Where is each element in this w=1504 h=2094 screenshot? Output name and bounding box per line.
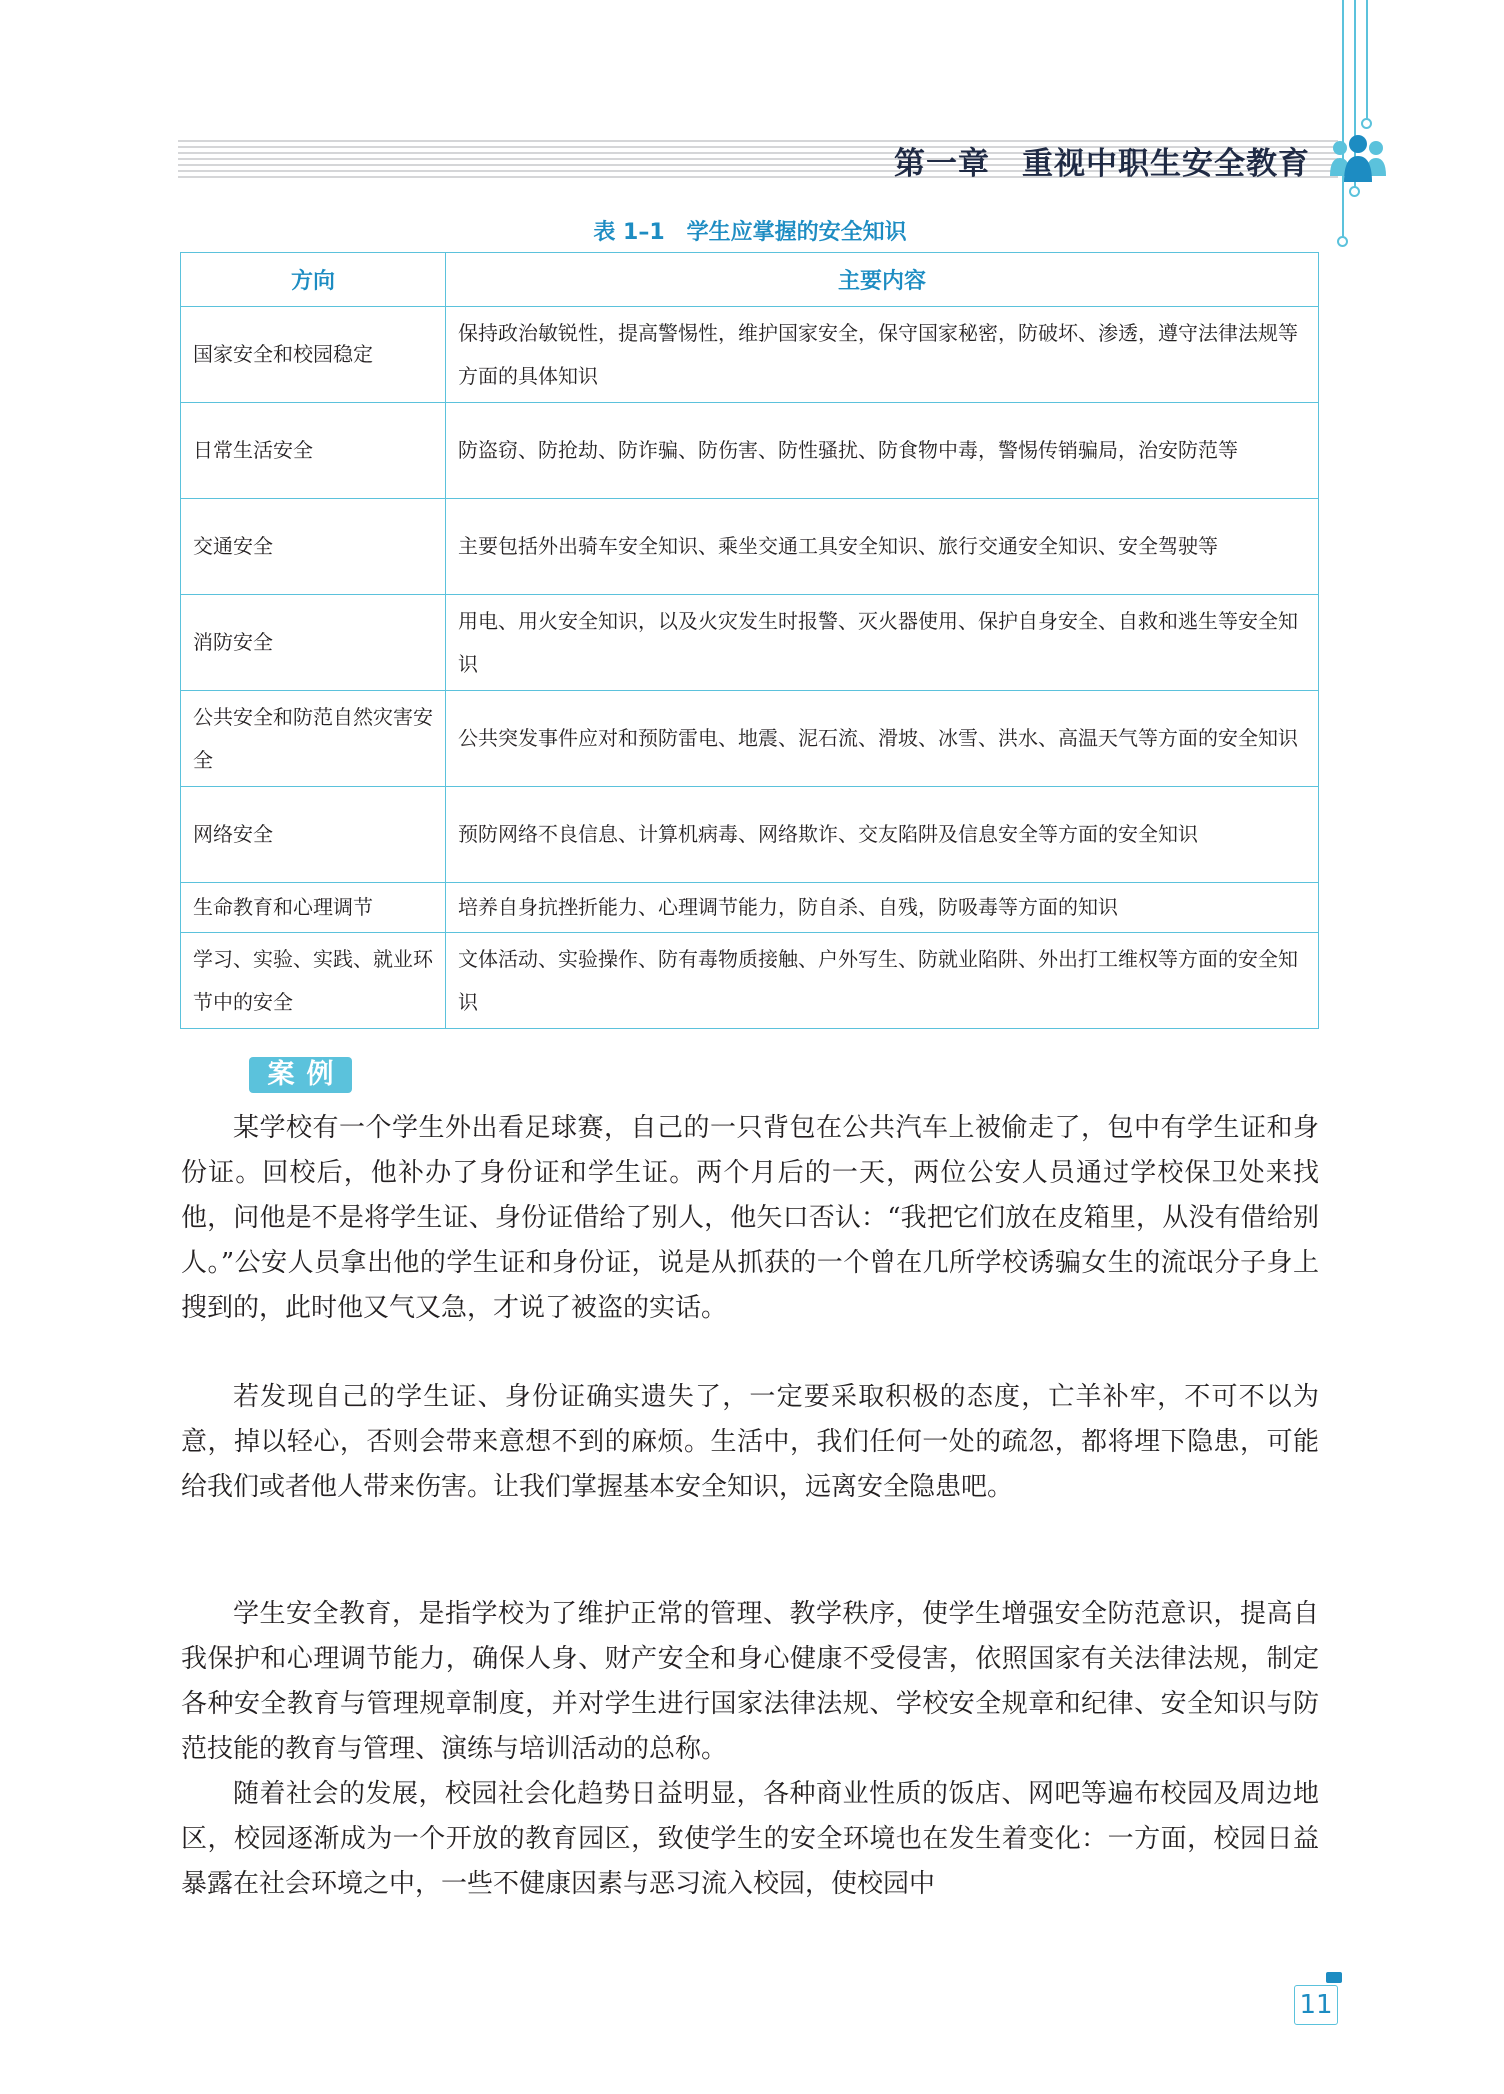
header-dot — [1349, 186, 1360, 197]
case-paragraph: 某学校有一个学生外出看足球赛，自己的一只背包在公共汽车上被偷走了，包中有学生证和身份证。回校后，他补办了身份证和学生证。两个月后的一天，两位公安人员通过学校保卫处来找他，问他是不是将学生证、身份证借给了别人，他矢口否认：“我把它们放在皮箱里，从没有借给别人。”公安人员拿出他的学生证和身份证，说是从抓获的一个曾在几所学校诱骗女生的流氓分子身上搜到的，此时他又气又急，才说了被盗的实话。 — [181, 1113, 1319, 1323]
table-row — [181, 595, 1319, 691]
table-caption: 表 1–1 学生应掌握的安全知识 — [593, 220, 907, 245]
direction-cell: 消防安全 — [181, 595, 446, 691]
direction-cell: 公共安全和防范自然灾害安全 — [181, 691, 446, 787]
header-vline — [1342, 0, 1344, 240]
table-row — [181, 883, 1319, 933]
table-row — [181, 787, 1319, 883]
content-cell: 文体活动、实验操作、防有毒物质接触、户外写生、防就业陷阱、外出打工维权等方面的安全知识 — [446, 933, 1319, 1029]
body-paragraph: 随着社会的发展，校园社会化趋势日益明显，各种商业性质的饭店、网吧等遍布校园及周边地区，校园逐渐成为一个开放的教育园区，致使学生的安全环境也在发生着变化：一方面，校园日益暴露在社会环境之中，一些不健康因素与恶习流入校园，使校园中 — [181, 1779, 1319, 1899]
header-vline — [1366, 0, 1368, 122]
direction-cell: 交通安全 — [181, 499, 446, 595]
table-row — [181, 499, 1319, 595]
header-dot — [1361, 118, 1372, 129]
table-row — [181, 691, 1319, 787]
content-cell: 主要包括外出骑车安全知识、乘坐交通工具安全知识、旅行交通安全知识、安全驾驶等 — [446, 499, 1319, 595]
body-paragraph: 学生安全教育，是指学校为了维护正常的管理、教学秩序，使学生增强安全防范意识，提高自我保护和心理调节能力，确保人身、财产安全和身心健康不受侵害，依照国家有关法律法规，制定各种安全教育与管理规章制度，并对学生进行国家法律法规、学校安全规章和纪律、安全知识与防范技能的教育与管理、演练与培训活动的总称。 — [181, 1599, 1319, 1764]
direction-cell: 网络安全 — [181, 787, 446, 883]
table-row — [181, 307, 1319, 403]
table-row — [181, 403, 1319, 499]
chapter-title: 第一章 重视中职生安全教育 — [894, 146, 1310, 182]
header-dot — [1337, 236, 1348, 247]
content-cell: 预防网络不良信息、计算机病毒、网络欺诈、交友陷阱及信息安全等方面的安全知识 — [446, 787, 1319, 883]
content-cell: 防盗窃、防抢劫、防诈骗、防伤害、防性骚扰、防食物中毒，警惕传销骗局，治安防范等 — [446, 403, 1319, 499]
direction-cell: 日常生活安全 — [181, 403, 446, 499]
table-header-row — [181, 253, 1319, 307]
content-cell: 公共突发事件应对和预防雷电、地震、泥石流、滑坡、冰雪、洪水、高温天气等方面的安全知识 — [446, 691, 1319, 787]
content-cell: 培养自身抗挫折能力、心理调节能力，防自杀、自残，防吸毒等方面的知识 — [446, 883, 1319, 933]
people-icon — [1328, 132, 1388, 184]
column-header-direction: 方向 — [181, 253, 446, 307]
case-paragraph: 若发现自己的学生证、身份证确实遗失了，一定要采取积极的态度，亡羊补牢，不可不以为意，掉以轻心，否则会带来意想不到的麻烦。生活中，我们任何一处的疏忽，都将埋下隐患，可能给我们或者他人带来伤害。让我们掌握基本安全知识，远离安全隐患吧。 — [181, 1382, 1319, 1502]
page-tab-icon — [1326, 1972, 1342, 1983]
direction-cell: 生命教育和心理调节 — [181, 883, 446, 933]
table-row — [181, 933, 1319, 1029]
content-cell: 用电、用火安全知识，以及火灾发生时报警、灭火器使用、保护自身安全、自救和逃生等安全知识 — [446, 595, 1319, 691]
case-label: 案例 — [249, 1057, 352, 1093]
direction-cell: 学习、实验、实践、就业环节中的安全 — [181, 933, 446, 1029]
page-number: 11 — [1294, 1985, 1338, 2025]
content-cell: 保持政治敏锐性，提高警惕性，维护国家安全，保守国家秘密，防破坏、渗透，遵守法律法规等方面的具体知识 — [446, 307, 1319, 403]
column-header-content: 主要内容 — [446, 253, 1319, 307]
direction-cell: 国家安全和校园稳定 — [181, 307, 446, 403]
safety-knowledge-table — [180, 252, 1319, 1029]
